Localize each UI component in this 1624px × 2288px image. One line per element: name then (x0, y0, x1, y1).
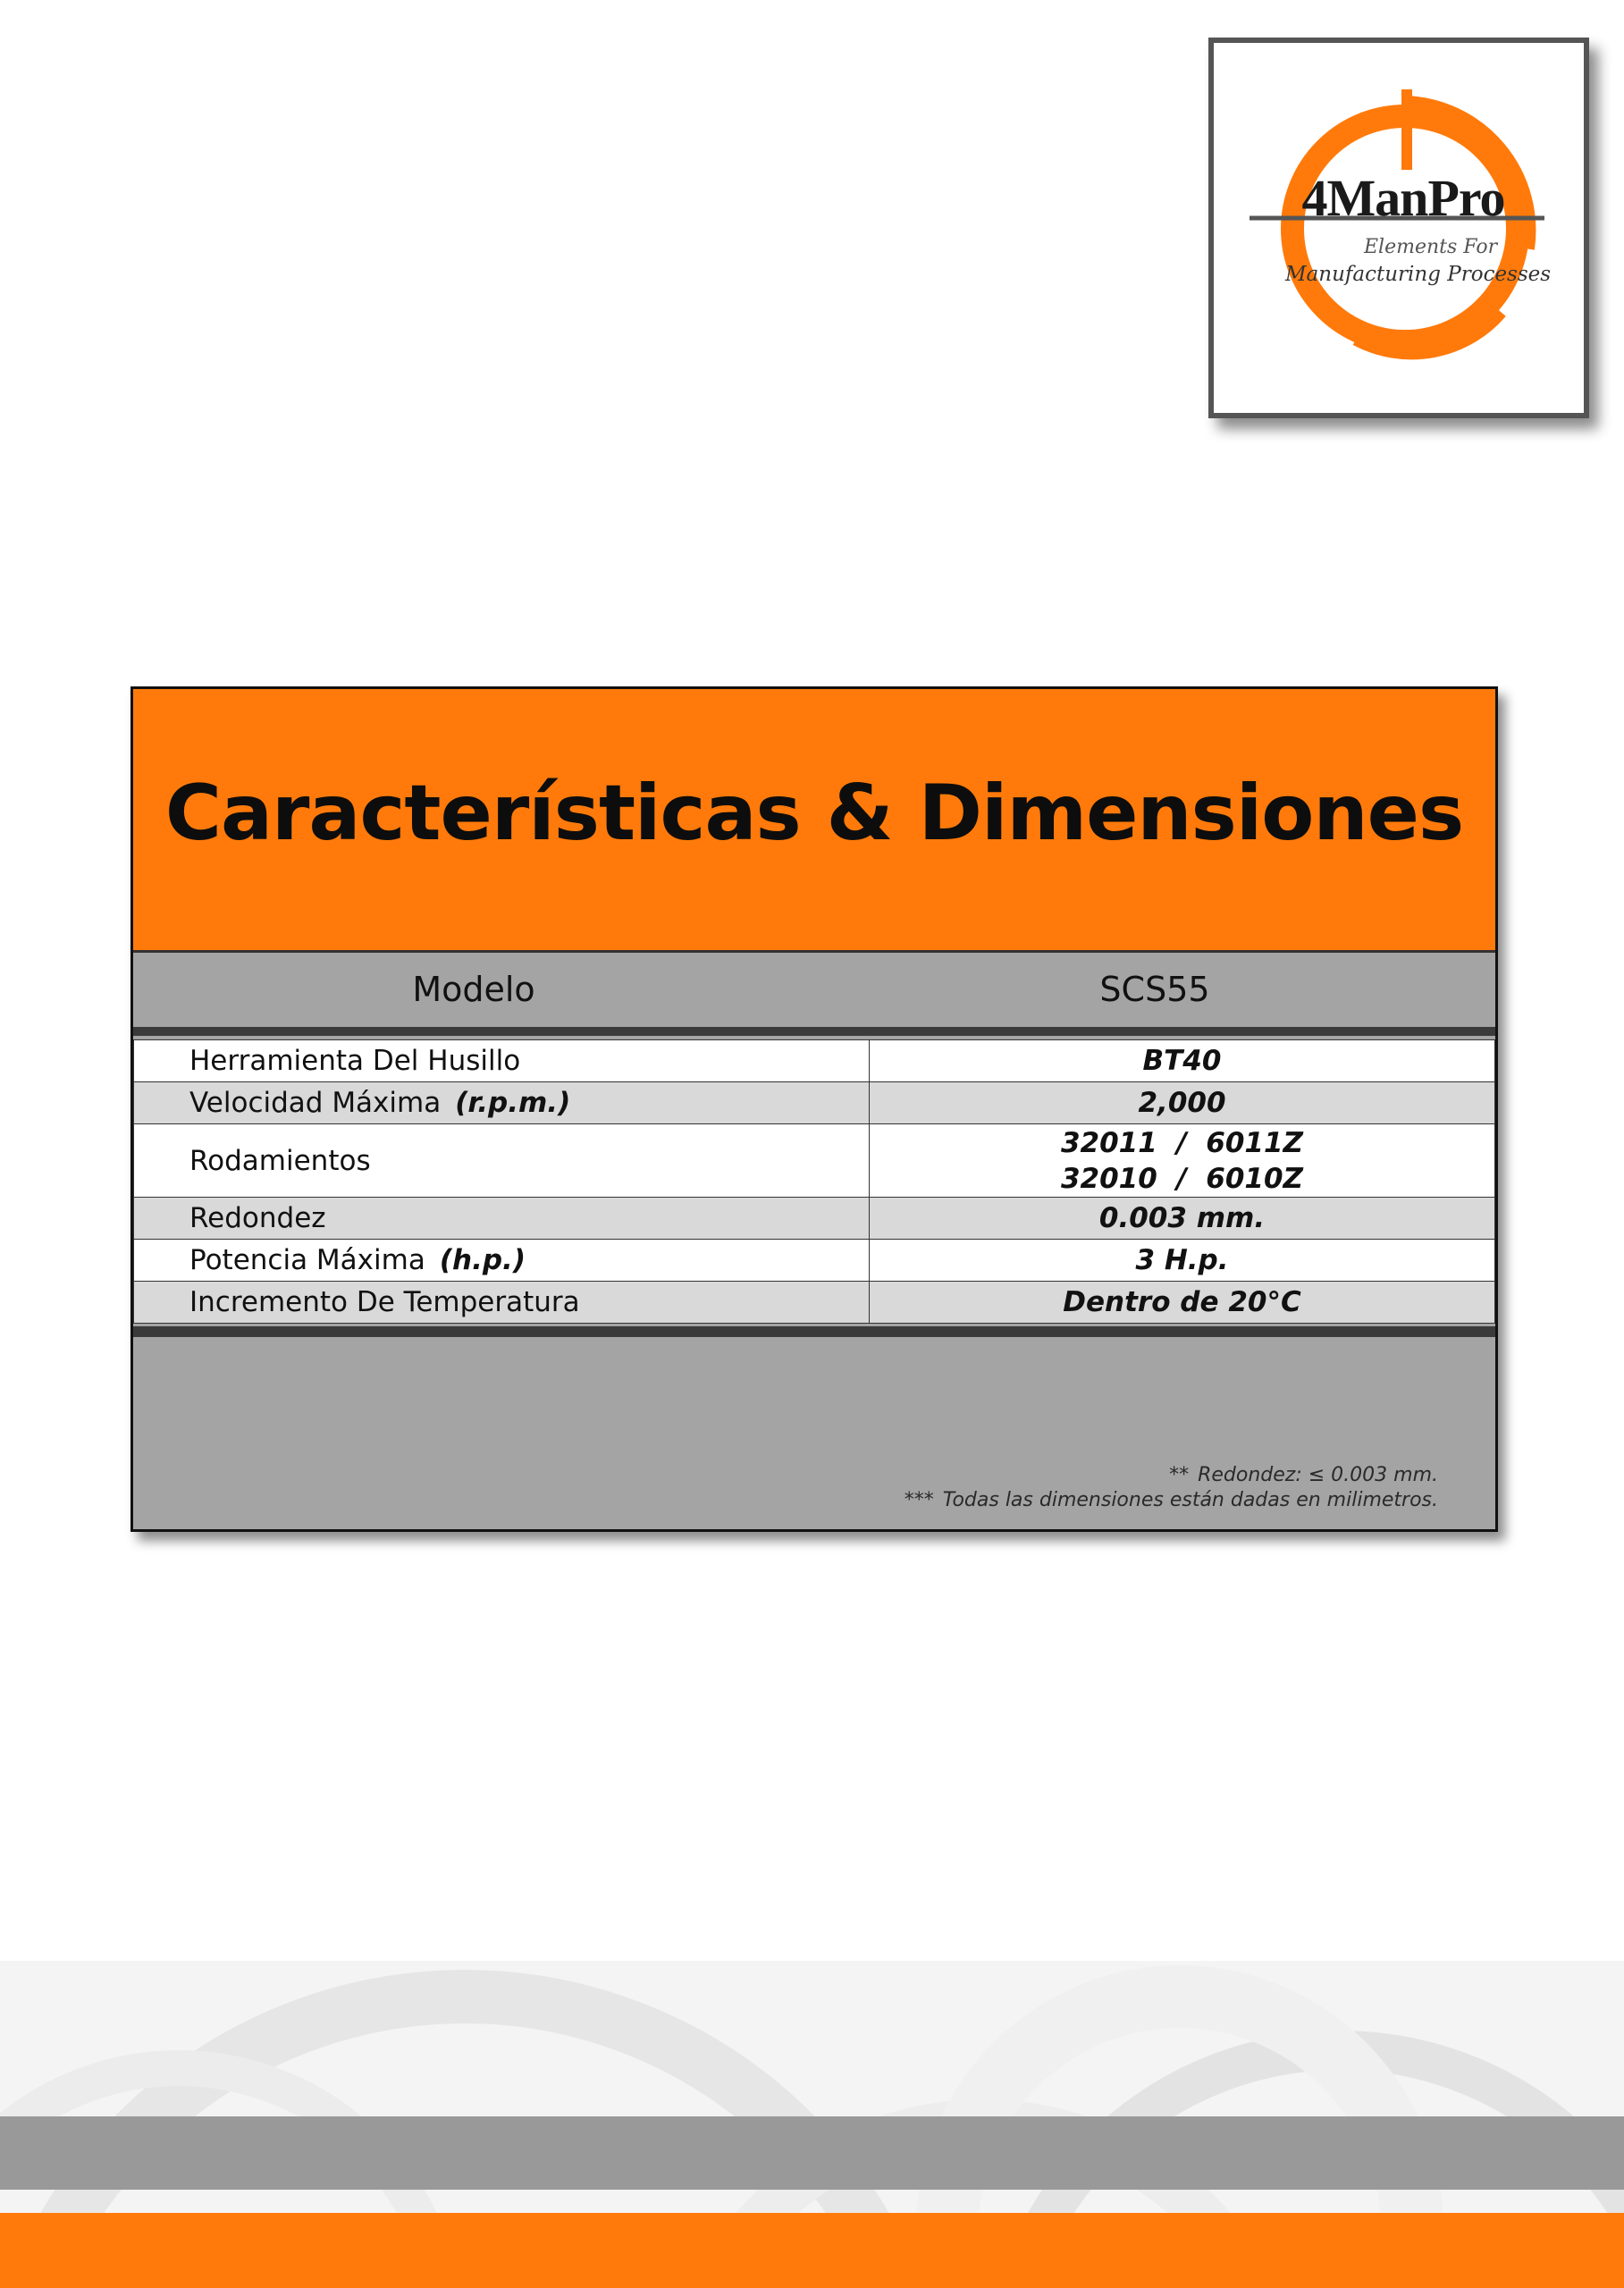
model-value: SCS55 (1099, 970, 1210, 1009)
spec-label-text: Velocidad Máxima (189, 1087, 442, 1119)
company-logo (1208, 38, 1589, 418)
footnote-mark: ** (1169, 1464, 1190, 1486)
spec-label-text: Herramienta Del Husillo (189, 1045, 521, 1077)
spec-label (134, 1240, 870, 1282)
spec-value: 2,000 (870, 1082, 1495, 1124)
spec-unit: (r.p.m.) (455, 1087, 571, 1119)
spec-unit: (h.p.) (439, 1244, 526, 1276)
footnote (905, 1463, 1438, 1488)
card-title: Características & Dimensiones (164, 769, 1464, 858)
model-label: Modelo (412, 970, 535, 1009)
spec-label (134, 1040, 870, 1082)
logo-tagline-2: Manufacturing Processes (1285, 263, 1552, 286)
table-row (134, 1198, 1495, 1240)
spec-label (134, 1124, 870, 1198)
card-header (133, 689, 1495, 953)
footer-grey-band (0, 2116, 1624, 2190)
spec-value-line-2: 32010 / 6010Z (1060, 1162, 1304, 1195)
logo-brand-text: 4ManPro (1301, 169, 1505, 227)
spec-label-text: Redondez (189, 1202, 326, 1234)
spec-label (134, 1282, 870, 1324)
logo-ring-graphic (1214, 43, 1584, 413)
spec-card (130, 686, 1498, 1532)
spec-label (134, 1198, 870, 1240)
spec-value: 3 H.p. (870, 1240, 1495, 1282)
footnotes (905, 1463, 1438, 1513)
spec-value: BT40 (870, 1040, 1495, 1082)
table-row (134, 1124, 1495, 1198)
footnote-text: Todas las dimensiones están dadas en milimetros. (942, 1489, 1438, 1511)
divider-top (133, 1027, 1495, 1036)
table-row (134, 1240, 1495, 1282)
model-row (133, 953, 1495, 1026)
spec-label-text: Rodamientos (189, 1144, 371, 1177)
spec-value: Dentro de 20°C (870, 1282, 1495, 1324)
spec-label (134, 1082, 870, 1124)
footnote (905, 1488, 1438, 1513)
logo-tagline-1: Elements For (1364, 236, 1498, 258)
spec-label-text: Potencia Máxima (189, 1244, 425, 1276)
spec-label-text: Incremento De Temperatura (189, 1286, 580, 1318)
table-row (134, 1282, 1495, 1324)
table-row (134, 1082, 1495, 1124)
spec-value-line-1: 32011 / 6011Z (1060, 1126, 1304, 1159)
spec-value (870, 1124, 1495, 1198)
footer-orange-band (0, 2213, 1624, 2288)
table-row (134, 1040, 1495, 1082)
spec-value: 0.003 mm. (870, 1198, 1495, 1240)
spec-table (133, 1039, 1495, 1324)
footnote-text: Redondez: ≤ 0.003 mm. (1198, 1464, 1438, 1486)
divider-bottom (133, 1326, 1495, 1337)
footnote-mark: *** (904, 1489, 934, 1511)
